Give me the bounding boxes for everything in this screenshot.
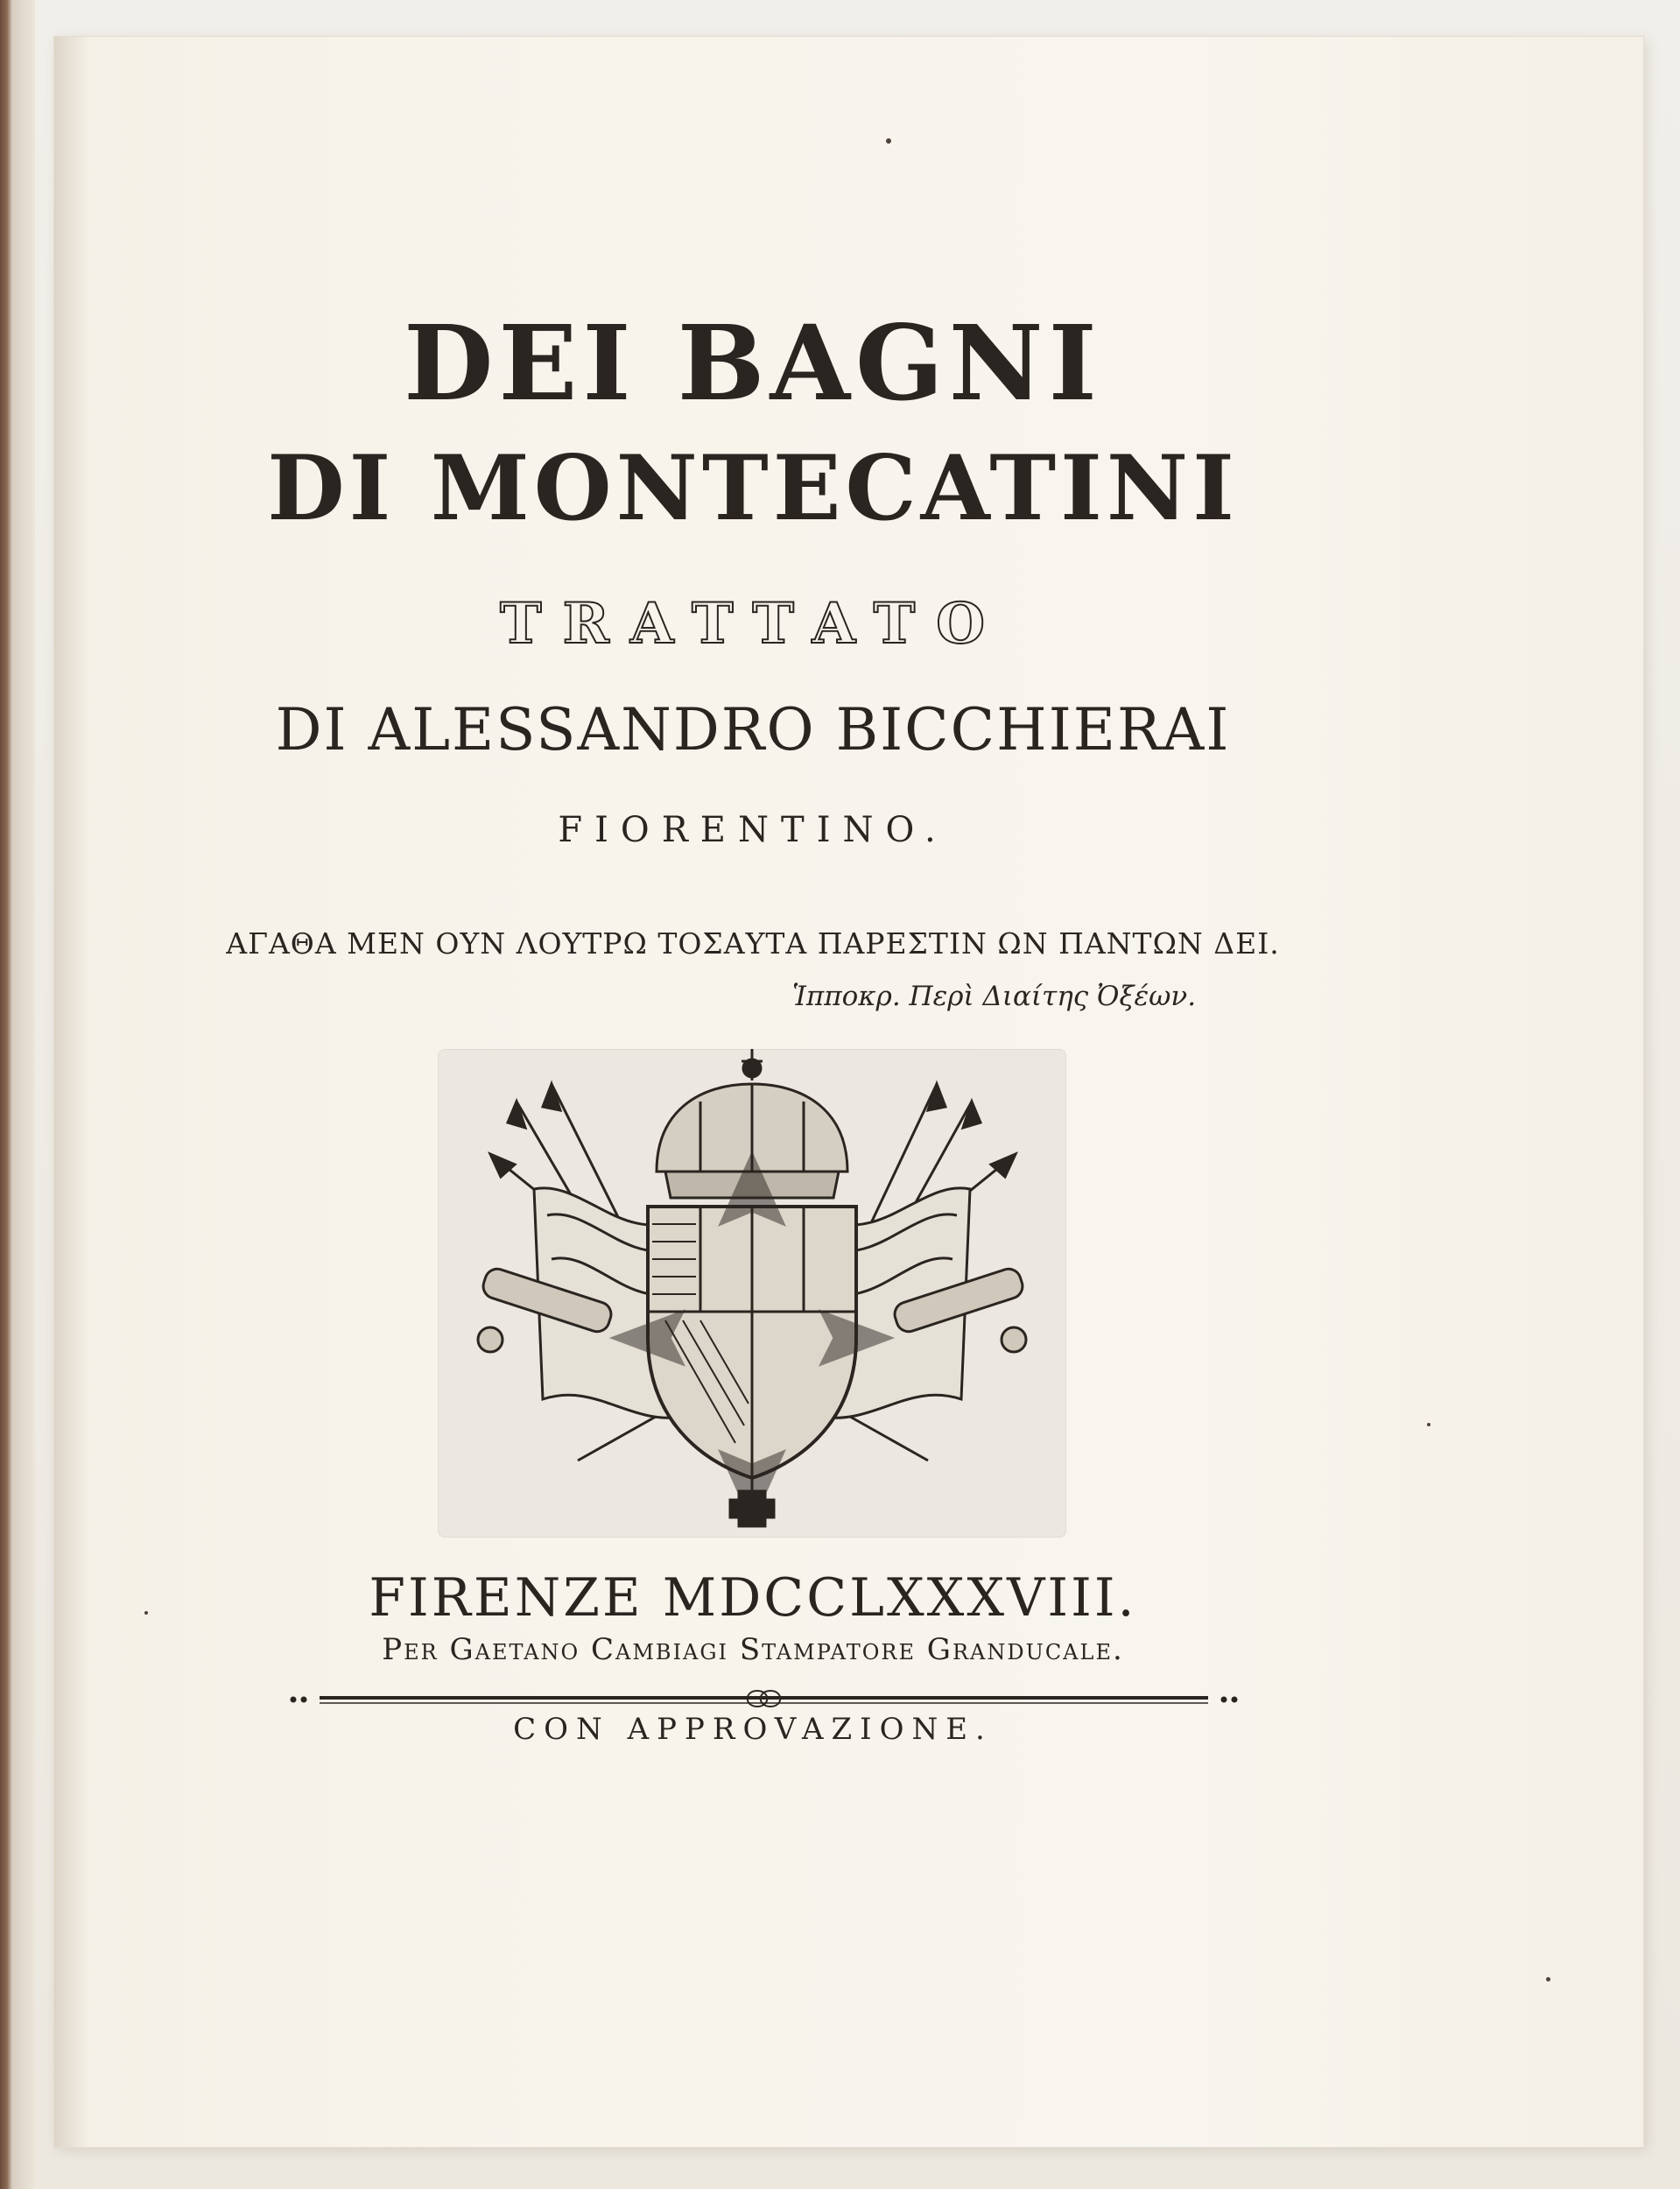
- epigraph-source: Ἱπποκρ. Περὶ Διαίτης Ὀξέων.: [792, 981, 1197, 1012]
- paper-speck: [1427, 1423, 1430, 1426]
- imprint-place-date: FIRENZE MDCCLXXXVIII.: [369, 1567, 1137, 1629]
- coat-of-arms-emblem-icon: [438, 1049, 1066, 1538]
- title-line-1: DEI BAGNI: [404, 302, 1102, 424]
- ornamental-rule-icon: [285, 1686, 1243, 1710]
- author-line: DI ALESSANDRO BICCHIERAI: [275, 696, 1231, 764]
- paper-speck: [1546, 1977, 1550, 1981]
- imprint-printer: Per Gaetano Cambiagi Stampatore Granducale.: [382, 1632, 1124, 1667]
- title-line-2: DI MONTECATINI: [267, 436, 1239, 541]
- title-line-3: TRATTATO: [500, 591, 1006, 657]
- paper-speck: [886, 138, 891, 144]
- author-origin: FIORENTINO.: [558, 810, 948, 850]
- approval-line: CON APPROVAZIONE.: [513, 1712, 993, 1747]
- greek-epigraph: ΑΓΑΘΑ ΜΕΝ ΟΥΝ ΛΟΥΤΡΩ ΤΟΣΑΥΤΑ ΠΑΡΕΣΤΙΝ ΩΝ ΠΑΝΤΩΝ ΔΕΙ.: [226, 926, 1280, 961]
